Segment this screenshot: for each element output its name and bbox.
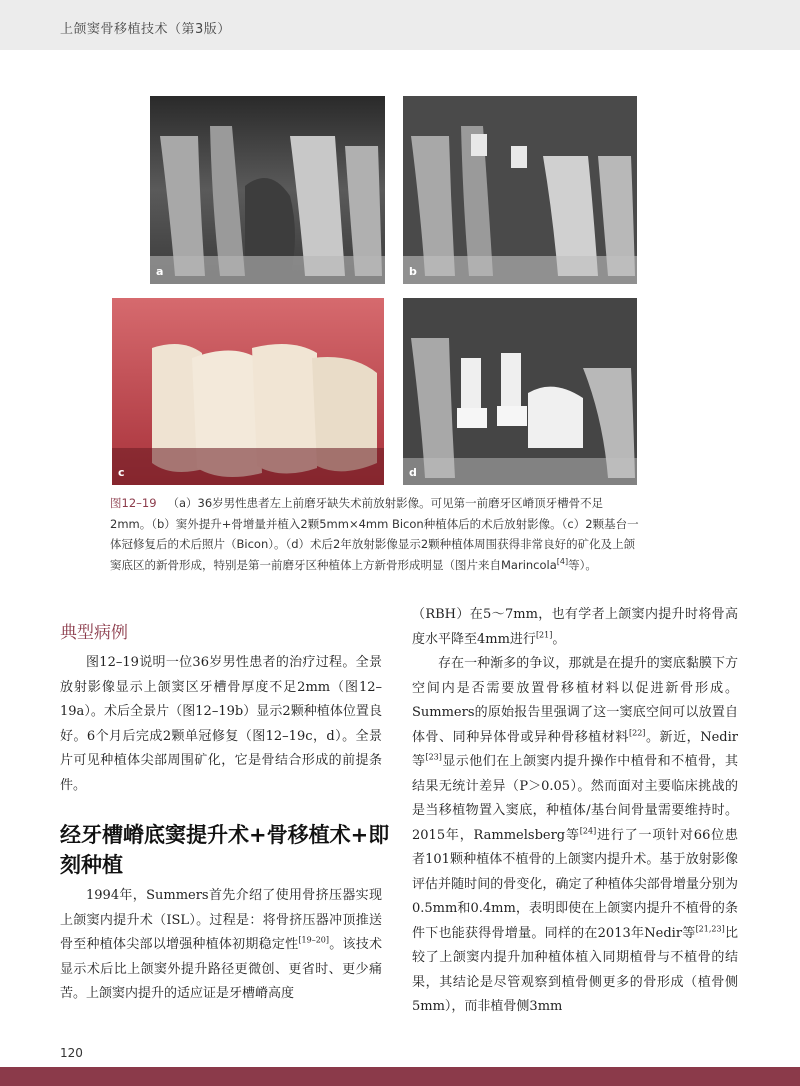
figure-caption [110,493,640,575]
section-heading-typical-case: 典型病例 [60,623,128,643]
clinical-photo-crowns-icon [112,298,384,485]
controversy-text-3: 显示他们在上颌窦内提升操作中植骨和不植骨，其结果无统计差异（P＞0.05）。然而面对主要临床挑战的是当移植物置入窦底，种植体/基台间骨量需要维持时。2015年，Rammelsberg等 [412,754,738,843]
figure-b-xray [403,96,637,284]
controversy-text-2: 。新近，Nedir等 [412,729,738,769]
controversy-reference-2: [23] [425,752,442,762]
figure-a-xray [150,96,385,284]
isl-paragraph [60,884,382,1007]
isl-tail: 。该技术显示术后比上颌窦外提升路径更微创、更省时、更少痛苦。上颌窦内提升的适应证是牙槽嵴高度 [60,937,382,1001]
xray-postoperative-implants-icon [403,96,637,284]
controversy-reference-3: [24] [579,826,597,836]
isl-reference: [19–20] [298,935,329,945]
xray-panoramic-before-icon [150,96,385,284]
case-paragraph [60,651,382,798]
caption-text: （a）36岁男性患者左上前磨牙缺失术前放射影像。可见第一前磨牙区嵴顶牙槽骨不足2mm。（b）窦外提升+骨增量并植入2颗5mm×4mm Bicon种植体后的术后放射影像。（c）2颗基台一体冠修复后的术后照片（Bicon）。（d）术后2年放射影像显示2颗种植体周围获得非常良好的矿化及上颌窦底区的新骨形成，特别是第一前磨牙区种植体上方新骨形成明显（图片来自Marincola [110,496,639,572]
controversy-text-4: 进行了一项针对66位患者101颗种植体不植骨的上颌窦内提升术。基于放射影像评估并随时间的骨变化，确定了种植体尖部骨增量分别为0.5mm和0.4mm，表明即使在上颌窦内提升不植骨的条件下也能获得骨增量。同样的在2013年Nedir等 [412,827,738,941]
figure-letter: d [409,466,417,479]
rbh-reference: [21] [535,630,553,640]
caption-tail: 等）。 [568,557,597,572]
rbh-tail: 。 [552,631,566,647]
rbh-text: （RBH）在5～7mm，也有学者上颌窦内提升时将骨高度水平降至4mm进行 [412,607,738,647]
figure-c-photo [112,298,384,485]
figure-letter: c [118,466,125,479]
controversy-text-1: 存在一种渐多的争议，那就是在提升的窦底黏膜下方空间内是否需要放置骨移植材料以促进新骨形成。Summers的原始报告里强调了这一窦底空间可以放置自体骨、同种异体骨或异种骨移植材料 [412,656,738,745]
page-number: 120 [60,1046,83,1060]
book-title: 上颌窦骨移植技术（第3版） [60,22,231,37]
controversy-reference-4: [21,23] [695,924,725,934]
caption-label: 图12–19 [110,496,157,510]
figure-d-xray [403,298,637,485]
controversy-reference-1: [22] [629,728,646,738]
section-heading-isl: 经牙槽嵴底窦提升术+骨移植术+即刻种植 [60,823,390,877]
caption-reference: [4] [556,556,569,566]
controversy-text-5: 比较了上颌窦内提升加种植体植入同期植骨与不植骨的结果，其结论是尽管观察到植骨侧更多的骨形成（植骨侧5mm），而非植骨侧3mm [412,925,738,1014]
figure-letter: b [409,265,417,278]
rbh-paragraph [412,603,738,652]
case-text: 图12–19说明一位36岁男性患者的治疗过程。全景放射影像显示上颌窦区牙槽骨厚度不足2mm（图12–19a）。术后全景片（图12–19b）显示2颗种植体位置良好。6个月后完成2颗单冠修复（图12–19c，d）。全景片可见种植体尖部周围矿化，它是骨结合形成的前提条件。 [60,655,382,793]
controversy-paragraph [412,652,738,1020]
xray-2-years-followup-icon [403,298,637,485]
figure-letter: a [156,265,164,278]
isl-text: 1994年，Summers首先介绍了使用骨挤压器实现上颌窦内提升术（ISL）。过程是：将骨挤压器冲顶推送骨至种植体尖部以增强种植体初期稳定性 [60,888,382,952]
footer-bar [0,1067,800,1086]
running-header [0,0,800,50]
